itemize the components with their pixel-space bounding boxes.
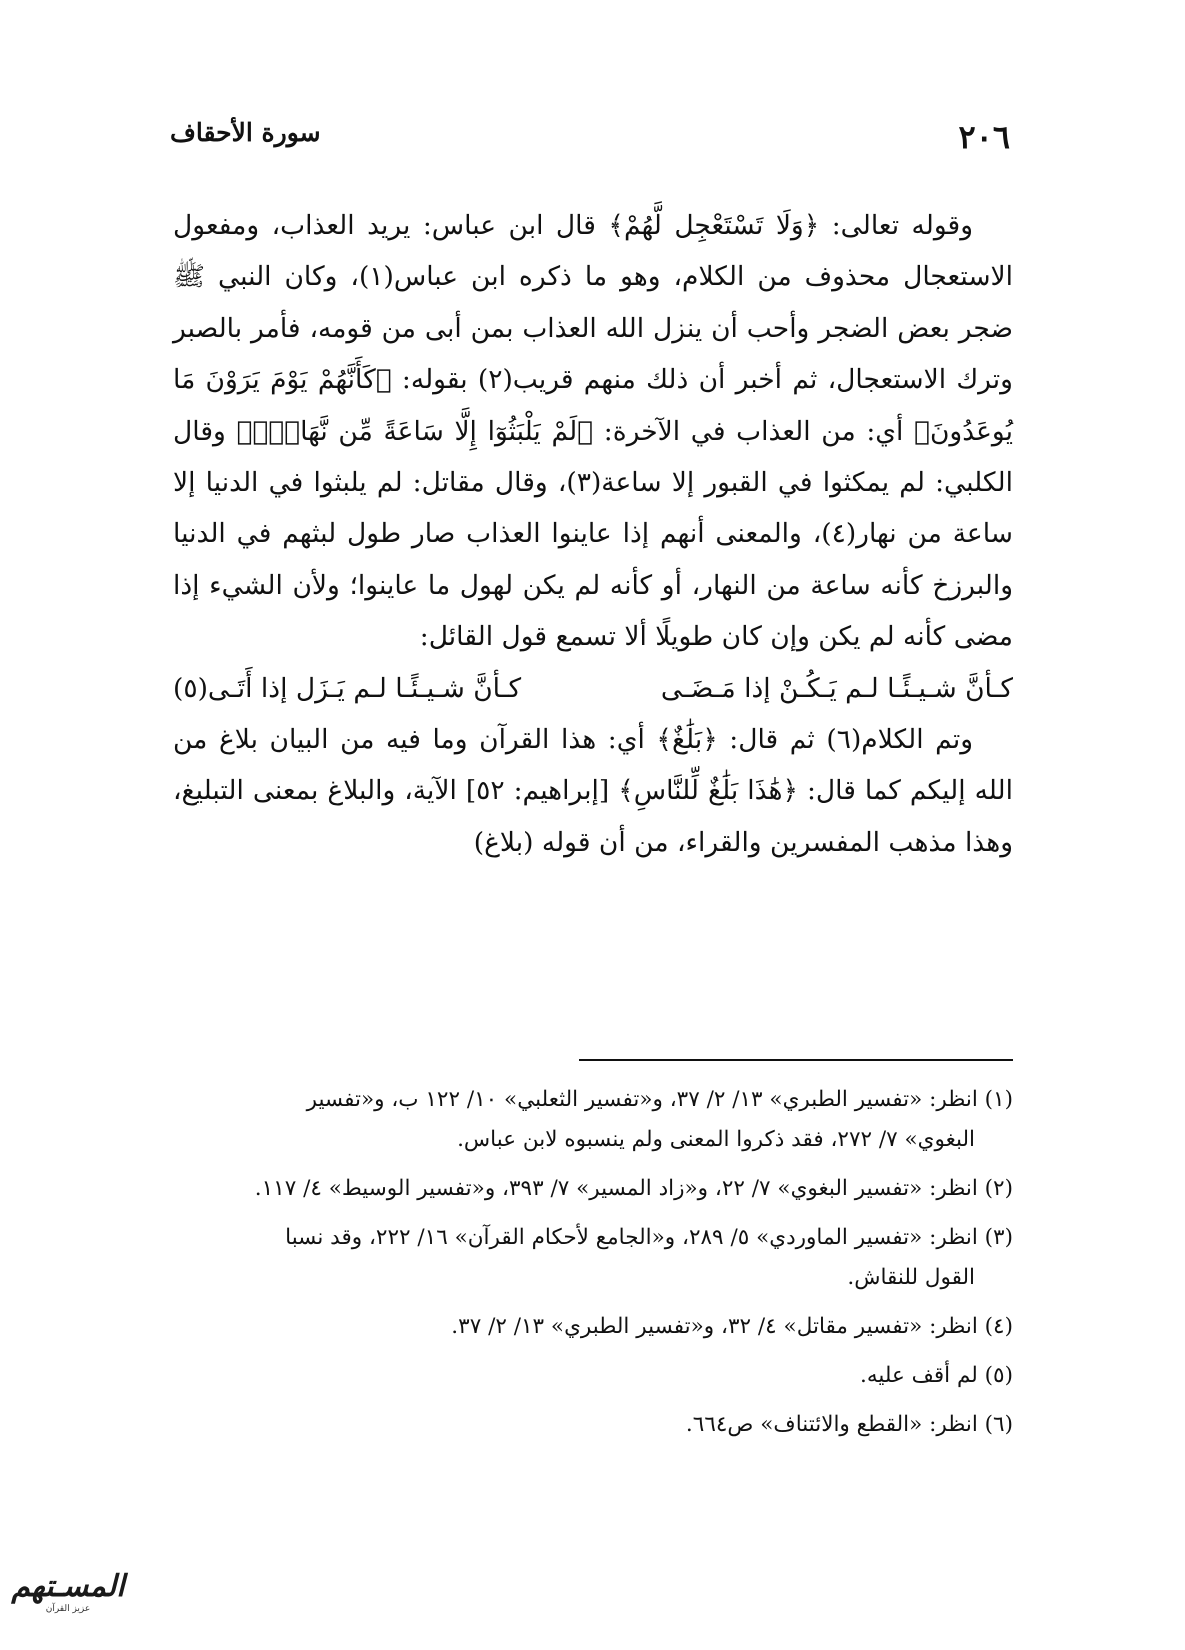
footnote-1-continuation: البغوي» ٧/ ٢٧٢، فقد ذكروا المعنى ولم ينسبوه لابن عباس.: [457, 1127, 975, 1152]
verse-second-hemistich: كـأنَّ شـيـئًـا لـم يَـزَل إذا أَتَـى(٥): [173, 672, 522, 704]
main-text: [173, 200, 1013, 868]
paragraph-1: وقوله تعالى: ﴿وَلَا تَسْتَعْجِل لَّهُمْ﴾ قال ابن عباس: يريد العذاب، ومفعول الاستعجال محذوف من الكلام، وهو ما ذكره ابن عباس(١)، وكان النبي ﷺ ضجر بعض الضجر وأحب أن ينزل الله العذاب بمن أبى من قومه، فأمر بالصبر وترك الاستعجال، ثم أخبر أن ذلك منهم قريب(٢) بقوله: ﴿كَأَنَّهُمْ يَوْمَ يَرَوْنَ مَا يُوعَدُونَ﴾ أي: من العذاب في الآخرة: ﴿لَمْ يَلْبَثُوٓا إِلَّا سَاعَةً مِّن نَّهَارٍۭ﴾ وقال الكلبي: لم يمكثوا في القبور إلا ساعة(٣)، وقال مقاتل: لم يلبثوا في الدنيا إلا ساعة من نهار(٤)، والمعنى أنهم إذا عاينوا العذاب صار طول لبثهم في الدنيا والبرزخ كأنه ساعة من النهار، أو كأنه لم يكن لهول ما عاينوا؛ ولأن الشيء إذا مضى كأنه لم يكن وإن كان طويلًا ألا تسمع قول القائل:: [173, 210, 1013, 653]
footnote-3-continuation: القول للنقاش.: [847, 1265, 975, 1290]
footnote-6-text: (٦) انظر: «القطع والائتناف» ص٦٦٤.: [685, 1412, 1013, 1437]
poetry-verse: [173, 663, 1013, 714]
surah-title: سورة الأحقاف: [170, 118, 321, 147]
footnote-3: [173, 1218, 1013, 1298]
page-number: ٢٠٦: [958, 118, 1010, 156]
footnote-divider: [579, 1059, 1013, 1061]
footnote-5-text: (٥) لم أقف عليه.: [859, 1363, 1013, 1388]
footnote-1-text: (١) انظر: «تفسير الطبري» ١٣/ ٢/ ٣٧، و«تفسير الثعلبي» ١٠/ ١٢٢ ب، و«تفسير: [306, 1087, 1013, 1112]
page-header: [170, 118, 1010, 162]
footnote-2-text: (٢) انظر: «تفسير البغوي» ٧/ ٢٢، و«زاد المسير» ٧/ ٣٩٣، و«تفسير الوسيط» ٤/ ١١٧.: [254, 1176, 1013, 1201]
footnote-1: [173, 1080, 1013, 1160]
footnotes: [173, 1080, 1013, 1454]
watermark-sub-text: عزيز القرآن: [45, 1604, 91, 1614]
verse-first-hemistich: كـأنَّ شـيـئًـا لـم يَـكُـنْ إذا مَـضَـى: [660, 672, 1013, 704]
watermark-logo: [11, 1560, 125, 1626]
footnote-3-text: (٣) انظر: «تفسير الماوردي» ٥/ ٢٨٩، و«الجامع لأحكام القرآن» ١٦/ ٢٢٢، وقد نسبا: [285, 1225, 1013, 1250]
footnote-2: [173, 1169, 1013, 1209]
footnote-4-text: (٤) انظر: «تفسير مقاتل» ٤/ ٣٢، و«تفسير الطبري» ١٣/ ٢/ ٣٧.: [451, 1314, 1013, 1339]
footnote-5: [173, 1356, 1013, 1396]
watermark-main-text: المسـتهم: [11, 1569, 125, 1604]
footnote-6: [173, 1405, 1013, 1445]
paragraph-2: وتم الكلام(٦) ثم قال: ﴿بَلَٰغٌ﴾ أي: هذا القرآن وما فيه من البيان بلاغ من الله إليكم كما قال: ﴿هَٰذَا بَلَٰغٌ لِّلنَّاسِ﴾ [إبراهيم: ٥٢] الآية، والبلاغ بمعنى التبليغ، وهذا مذهب المفسرين والقراء، من أن قوله (بلاغ): [173, 724, 1013, 858]
footnote-4: [173, 1307, 1013, 1347]
